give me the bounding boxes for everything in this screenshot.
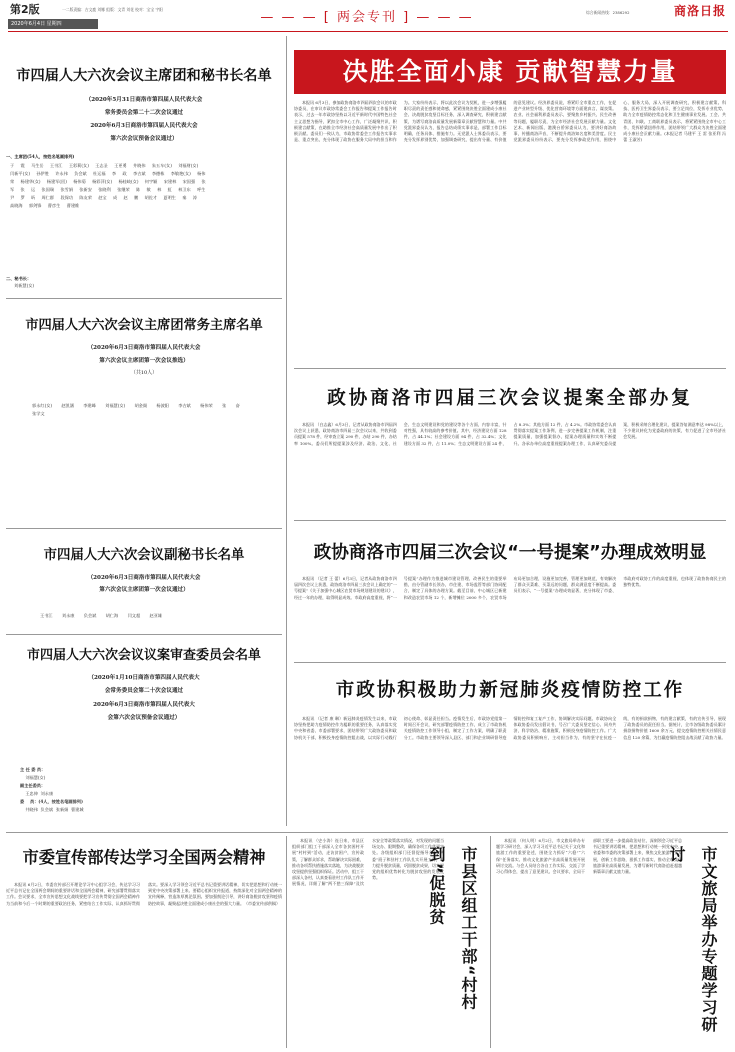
divider-2 bbox=[6, 528, 282, 529]
list2-names: 郭永红(女) 赵凯涵 李建峰 刘福慧(女) 胡金阁 杨波阳 李吉斌 杨伟荣 张 奋 张学文 bbox=[32, 403, 240, 416]
covid-body: 本报讯 （记者 康 琳）新冠肺炎疫情发生以来，市政协坚持把助力疫情防控作为履职的重要任务，认真落实党中央和省委、市委部署要求，团结带领广大政协委员和政协机关干部，积极投身疫情防控阻击战，以实际行动践行初心使命、彰显责任担当。疫情发生后，市政协党组第一时间召开会议，研究部署疫情防控工作，成立了市政协机关疫情防控工作领导小组，制定了工作方案，明确了职责分工。市政协主要领导深入县区、部门和企业调研督导疫情防控和复工复产工作，协调解决实际问题。市政协向全体政协委员发出倡议书，号召广大委员坚定信心、同舟共济，科学防治、精准施策，积极投身疫情防控工作。广大政协委员积极响应，主动担当作为，有的坚守在抗疫一线，有的捐款捐物，有的建言献策，有的宣传引导，展现了政协委员的责任担当。据统计，全市各级政协委员累计捐款捐物价值 1600 余万元，提交疫情防控相关社情民意信息 120 余篇，为打赢疫情防控阻击战贡献了政协力量。 bbox=[294, 716, 726, 740]
masthead-rule bbox=[8, 31, 728, 32]
hotline: 综合新闻热线：2386292 bbox=[586, 10, 630, 15]
list4-title: 市四届人大六次会议议案审查委员会名单 bbox=[26, 648, 261, 663]
cadre-body: 本报讯 （史小涛）连日来，市县区组织部门组工干部深入全市各贫困村开展“村村到”活动，走访贫困户，宣传政策，了解群众诉求，帮助解决实际困难，推动各项帮扶措施落实落地，为决战脱贫攻坚提供坚强组织保证。活动中，组工干部深入各村，认真查看驻村工作队工作开展情况，详细了解“两不愁三保障”及饮水安全等政策落实情况，对发现的问题当场交办、限期整改，确保各项工作落到实处。各级组织部门还督促指导各村“两委”班子和驻村工作队扎实开展工作，着力提升脱贫质量，巩固脱贫成果，切实把党的组织优势转化为脱贫攻坚的发展优势。 bbox=[292, 838, 444, 887]
proposals-body: 本报讯 （白志鑫）6月3日，记者从政协商洛市四届四次会议上获悉，政协商洛市四届三次会议以来，共收到委员提案 578 件，经审查立案 290 件，办结 290 件，办结率 100%。委员们所提提案涉及经济、政治、文化、社会、生态文明建设和党的建设等各个方面，内容丰富，针对性强，具有较高的参考价值。其中，经济建设方面 128 件，占 44.1%；社会建设方面 94 件，占 32.4%；文化建设方面 32 件，占 11.0%；生态文明建设方面 24 件，占 8.3%；其他方面 12 件，占 4.2%。市政协常委会认真贯彻落实提案工作条例，进一步完善提案工作机制，注重提案质量，加强提案督办，提案办理质量和实效不断提升。各承办单位高度重视提案办理工作，认真研究委员提案，积极采纳合理化建议，提案答复满意率达 98%以上，不少建议转化为党委政府的决策，有力促进了全市经济社会发展。 bbox=[294, 422, 726, 446]
list3-sub1: （2020年6月3日商洛市第四届人民代表大会 bbox=[87, 575, 201, 581]
list1-sub1: （2020年5月31日商洛市第四届人民代表大会 bbox=[85, 97, 203, 103]
list3-names: 王书江 刘永康 负会斌 胡仁海 闫文超 赵亚雄 bbox=[40, 613, 163, 618]
list2-title: 市四届人大六次会议主席团常务主席名单 bbox=[25, 318, 263, 333]
list4-sub2: 会常务委员会第二十次会议通过 bbox=[104, 688, 184, 694]
list4-row-4: 委 员：(4人，按姓名笔画排列) bbox=[20, 799, 83, 804]
tourism-body: 本报讯 （何人明）6月2日，市文旅局举办专题学习研讨会，深入学习习近平总书记关于文化和旅游工作的重要论述，围绕全力抓好“六稳”“六保”任务落实、推动文化旅游产业高质量发展开展研讨交流。与会人员结合各自工作实际，交流了学习心得体会，提出了意见建议。会议要求，全局干部职工要进一步提高政治站位，深刻领会习近平总书记重要讲话精神，把思想和行动统一到党中央、省委和市委的决策部署上来，聚焦文化旅游产业发展，创新工作思路，狠抓工作落实，推动全市文化旅游事业高质量发展，为谱写新时代商洛追赶超越新篇章贡献文旅力量。 bbox=[496, 838, 682, 875]
lead-banner bbox=[294, 50, 726, 94]
proposals-headline: 政协商洛市四届三次会议提案全部办复 bbox=[327, 388, 693, 409]
list3-title: 市四届人大六次会议副秘书长名单 bbox=[43, 548, 245, 563]
list4-row-0: 主 任 委 员： bbox=[20, 767, 46, 772]
lead-headline: 决胜全面小康 贡献智慧力量 bbox=[342, 57, 678, 86]
study-body: 本报讯 6月2日，市委宣传部召开理论学习中心组学习会，传达学习习近平总书记在全国两会期间的重要讲话和全国两会精神，研究部署贯彻落实工作。会议要求，全市宣传思想文化战线要把学习宣传贯彻全国两会精神作为当前和今后一个时期的重要政治任务，紧密结合工作实际，认真抓好贯彻落实。要深入学习领会习近平总书记重要讲话精神，切实把思想和行动统一到党中央决策部署上来。要精心组织宣传报道，持续深化对全国两会精神的宣传阐释，营造浓厚舆论氛围。要加强舆论引导，讲好商洛脱贫攻坚和疫情防控故事，凝聚起决胜全面建成小康社会的强大力量。（市委宣传部供稿） bbox=[6, 882, 282, 906]
lead-body: 本报讯 6月3日，参加政协商洛市四届四次会议的市政协委员，在审议市政协常委会工作报告和提案工作报告时表示，过去一年市政协坚持以习近平新时代中国特色社会主义思想为指导，紧扣全市中心工作，广泛凝聚共识，积极建言献策，在助推全市经济社会高质量发展中作出了积极贡献。委员们一致认为，市政协常委会工作报告实事求是、重点突出，充分体现了政协在服务大局中的担当和作为。大家纷纷表示，将以此次会议为契机，进一步增强履职尽责的责任感和使命感，紧紧围绕决胜全面建成小康社会、决战脱贫攻坚目标任务，深入调查研究，积极建言献策，为谱写商洛高质量发展新篇章贡献智慧和力量。中共党派界委员认为，报告总结成绩实事求是，部署工作目标明确，任务具体、措施有力。无党派人士界委员表示，要充分发挥界别优势，加强调查研究，提出有分量、有价值的意见建议。经济界委员说，将紧盯全市重点工作，在促进产业转型升级、优化营商环境等方面建真言、谋良策。农业、社会福利界委员表示，要聚焦乡村振兴、民生改善等问题，履职尽责，为全市经济社会发展贡献力量。文化艺术、新闻出版、港澳台侨界委员认为，要讲好商洛故事，传播商洛声音，不断提升商洛知名度和美誉度。民主党派界委员纷纷表示，要充分发挥参政党作用，围绕中心、服务大局，深入开展调查研究，积极建言献策。科技、医药卫生界委员表示，要立足岗位，发挥专业优势，助力全市疫情防控常态化和卫生健康事业发展。工会、共青团、妇联、工商联界委员表示，将紧紧围绕全市中心工作，发挥桥梁纽带作用，团结带领广大群众为决胜全面建成小康社会贡献力量。(本报记者 马建平 王 雷 张亚利 冯 蕾 王淑芳) bbox=[294, 100, 726, 143]
masthead bbox=[0, 0, 735, 32]
section-title: 两会专刊 bbox=[336, 10, 397, 25]
standing-chairs-box bbox=[6, 316, 282, 436]
section-dash-left: — — — [ bbox=[260, 10, 337, 25]
list1-title: 市四届人大六次会议主席团和秘书长名单 bbox=[16, 68, 272, 84]
section-dash-right: ] — — — bbox=[397, 10, 474, 25]
list4-sub4: 会第六次会议预备会议通过） bbox=[107, 715, 181, 721]
list4-sub1: （2020年1月10日商洛市第四届人民代表大 bbox=[88, 675, 200, 681]
list4-row-5: 井晓伟 负会斌 张新娟 曹建城 bbox=[20, 807, 84, 812]
study-headline: 市委宣传部传达学习全国两会精神 bbox=[22, 848, 266, 867]
covid-headline: 市政协积极助力新冠肺炎疫情防控工作 bbox=[335, 680, 685, 701]
divider-prop bbox=[294, 520, 726, 521]
left-column-divider bbox=[286, 36, 287, 826]
list3-sub2: 第六次会议主席团第一次会议通过） bbox=[99, 587, 189, 593]
cadre-headline: 市县区组工干部“村村到”促脱贫 bbox=[427, 846, 478, 1011]
list1-sub4: 第六次会议预备会议通过） bbox=[110, 136, 178, 142]
divider-first bbox=[294, 662, 726, 663]
first-proposal-headline: 政协商洛市四届三次会议“一号提案”办理成效明显 bbox=[313, 543, 707, 563]
list1-label-presidium: 一、主席团(54人，按姓名笔画排列) bbox=[6, 154, 75, 159]
divider-lead bbox=[294, 368, 726, 369]
section-banner bbox=[232, 8, 502, 28]
list2-count: （共10人） bbox=[130, 370, 158, 376]
bottom-rule bbox=[6, 832, 728, 833]
list1-secretary: 刘新慧(女) bbox=[14, 283, 35, 288]
first-proposal-body: 本报讯 （记者 王 蕾）6月3日，记者从政协商洛市四届四次会议上获悉，政协商洛市四届三次会议上确定的“一号提案”《关于加强中心城区农贸市场规划建设的建议》，经过一年的办理，取得明显成效。市政府高度重视，将“一号提案”办理作为推进城市建设管理、改善民生的重要举措，由分管副市长领办，市住建、市场监管等部门协同配合，制定了具体的办理方案。截至目前，中心城区已新建和改造农贸市场 12 个，新增摊位 2000 多个，农贸市场布局更加合理，设施更加完善，管理更加规范，有效解决了群众买菜难、买菜远的问题，群众满意度不断提高。委员们表示，“一号提案”办理成效显著，充分体现了市委、市政府对政协工作的高度重视，也体现了政协协商民主的独特优势。 bbox=[294, 576, 726, 600]
list2-sub1: （2020年6月3日商洛市第四届人民代表大会 bbox=[87, 345, 201, 351]
editors-line: 一二版责编：吉文鹿 刘娜 组版：文青 刘花 校对：宝宝 宇阳 bbox=[62, 7, 163, 12]
list1-label-secretary: 二、秘书长： bbox=[6, 276, 32, 281]
tourism-headline: 市文旅局举办专题学习研讨 bbox=[667, 846, 718, 1033]
divider-3 bbox=[6, 634, 282, 635]
list1-sub3: 2020年6月3日商洛市第四届人民代表大会 bbox=[90, 123, 198, 129]
proposal-committee-box bbox=[6, 646, 282, 826]
issue-date: 2020年6月4日 星期四 bbox=[8, 19, 98, 29]
list4-row-3: 王忠伸 刘永康 bbox=[20, 791, 54, 796]
list1-sub2: 常务委员会第二十二次会议通过 bbox=[104, 110, 184, 116]
page-number: 第2版 bbox=[10, 3, 40, 16]
divider-1 bbox=[6, 298, 282, 299]
list4-row-2: 副主任委员： bbox=[20, 783, 46, 788]
list4-sub3: 2020年6月3日商洛市第四届人民代表大 bbox=[93, 702, 195, 708]
list4-row-1: 刘福慧(女) bbox=[20, 775, 46, 780]
deputy-secretaries-box bbox=[6, 546, 282, 626]
list2-sub2: 第六次会议主席团第一次会议推选） bbox=[99, 358, 189, 364]
bottom-divider-2 bbox=[490, 836, 491, 1048]
bottom-divider-1 bbox=[286, 836, 287, 1048]
list1-names: 于 霞 马生岳 王书江 王彩莉(女) 王志圣 王更勇 井晓伟 朱五车(女) 刘福财(女) 闫新平(女) 孙伊胜 许永伟 负会斌 杜运福 李 政 李吉斌 李德栋 李敏艳(女) 杨伟荣 杨建华(女) 杨建军(回) 杨伟菊 杨彩萍(女) 杨桂岐(女) 何宇颖 宋建林 宋国强 张 军 张 运 张国瑞 张雪娟 张新安 张晓利 张继荣 陈 敏 林 虹 林卫东 呼生尹 罗 昕 周仁群 段保功 陈友荣 赵宝 成 赵 鹏 胡佐才 夏明生 秦 涛 高晓海 郭剑锋 曹彦生 曹建维 bbox=[10, 163, 206, 208]
newspaper-logo: 商洛日报 bbox=[674, 4, 727, 18]
